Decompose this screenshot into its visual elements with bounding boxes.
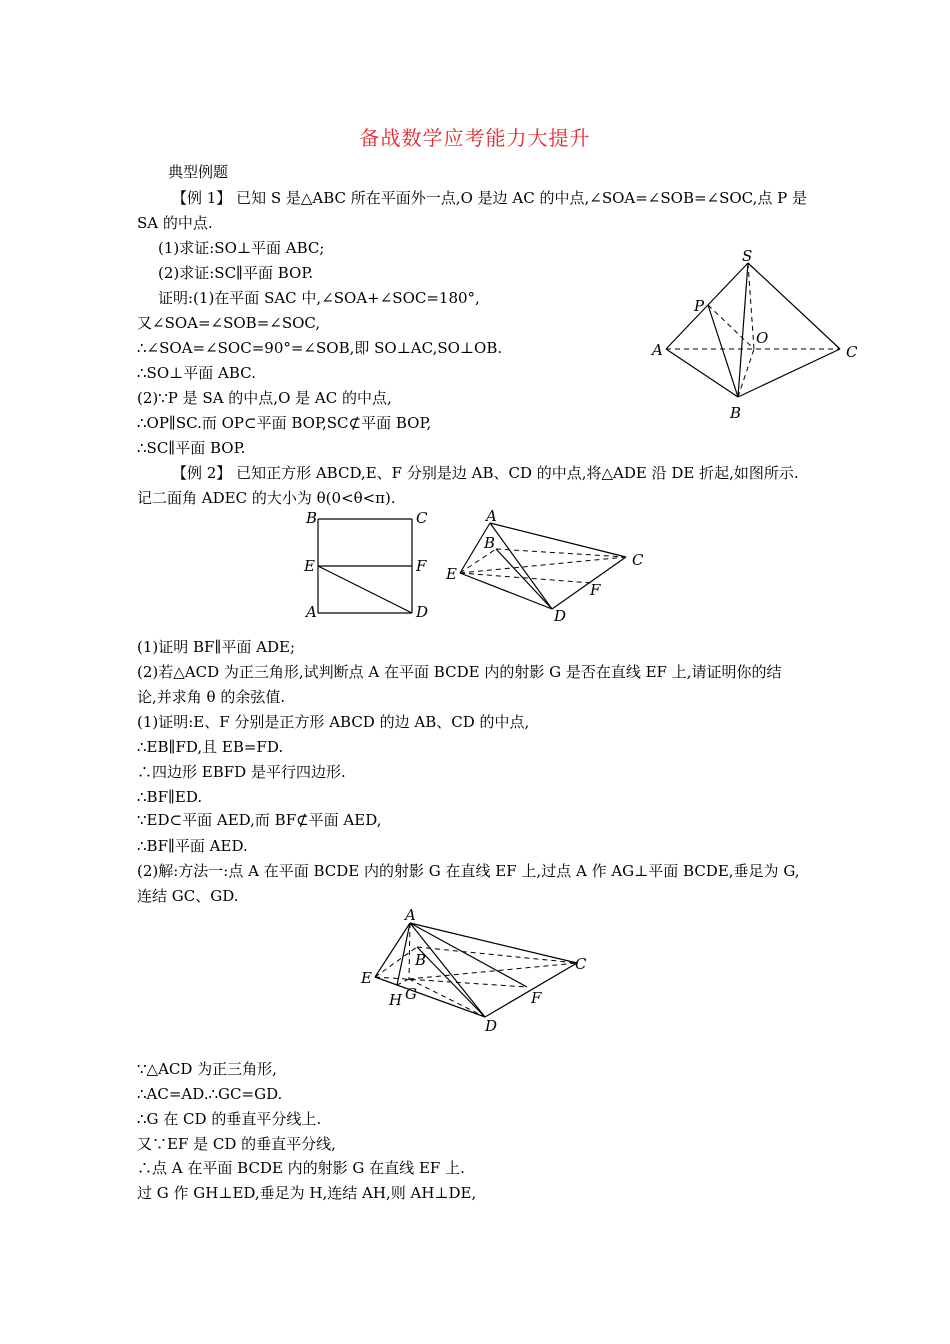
pf-label-c: C — [575, 955, 587, 973]
sq-label-f: F — [416, 557, 427, 575]
fold-label-e: E — [446, 565, 457, 583]
ex1-proof-line4: ∴SO⊥平面 ABC. — [137, 364, 256, 382]
ex2-intro-line2: 记二面角 ADEC 的大小为 θ(0<θ<π). — [137, 489, 396, 507]
label-o: O — [756, 329, 769, 347]
square-figure — [300, 505, 440, 625]
ex2-cont-line5: ∴点 A 在平面 BCDE 内的射影 G 在直线 EF 上. — [137, 1159, 465, 1177]
pf-label-f: F — [531, 989, 542, 1007]
ex2-cont-line3: ∴G 在 CD 的垂直平分线上. — [137, 1110, 322, 1128]
ex2-solution-line8: 连结 GC、GD. — [137, 887, 239, 905]
ex1-proof-line2: 又∠SOA=∠SOB=∠SOC, — [137, 314, 321, 332]
folded-figure — [440, 505, 660, 625]
pf-label-e: E — [361, 969, 372, 987]
fold-label-d: D — [554, 607, 567, 625]
ex1-intro-line1: 【例 1】 已知 S 是△ABC 所在平面外一点,O 是边 AC 的中点,∠SOA=∠SOB=∠SOC,点 P 是 — [172, 189, 808, 207]
ex2-cont-line1: ∵△ACD 为正三角形, — [137, 1060, 277, 1078]
sq-label-a: A — [306, 603, 317, 621]
ex2-cont-line2: ∴AC=AD.∴GC=GD. — [137, 1085, 283, 1103]
ex2-solution-line3: ∴四边形 EBFD 是平行四边形. — [137, 763, 346, 781]
document-title: 备战数学应考能力大提升 — [359, 126, 591, 150]
fold-label-b: B — [484, 534, 496, 552]
ex2-question1: (1)证明 BF∥平面 ADE; — [137, 638, 296, 656]
ex2-solution-line5: ∵ED⊂平面 AED,而 BF⊄平面 AED, — [137, 811, 382, 829]
fold-label-f: F — [590, 581, 601, 599]
sq-label-c: C — [416, 509, 428, 527]
ex1-proof-line6: ∴OP∥SC.而 OP⊂平面 BOP,SC⊄平面 BOP, — [137, 414, 432, 432]
ex1-question1: (1)求证:SO⊥平面 ABC; — [158, 239, 325, 257]
ex2-cont-line4: 又∵EF 是 CD 的垂直平分线, — [137, 1135, 336, 1153]
ex2-solution-line1: (1)证明:E、F 分别是正方形 ABCD 的边 AB、CD 的中点, — [137, 713, 530, 731]
sq-label-b: B — [306, 509, 318, 527]
ex1-proof-line1: 证明:(1)在平面 SAC 中,∠SOA+∠SOC=180°, — [158, 289, 480, 307]
sq-label-e: E — [304, 557, 315, 575]
ex1-proof-line7: ∴SC∥平面 BOP. — [137, 439, 246, 457]
ex1-intro-line2: SA 的中点. — [137, 214, 213, 232]
label-c: C — [846, 343, 858, 361]
ex2-question2-line2: 论,并求角 θ 的余弦值. — [137, 688, 286, 706]
pyramid-figure — [650, 245, 870, 430]
ex1-question2: (2)求证:SC∥平面 BOP. — [158, 264, 314, 282]
label-b: B — [730, 404, 742, 422]
ex2-question2-line1: (2)若△ACD 为正三角形,试判断点 A 在平面 BCDE 内的射影 G 是否在直线 EF 上,请证明你的结 — [137, 663, 782, 681]
label-a: A — [652, 341, 663, 359]
ex1-proof-line3: ∴∠SOA=∠SOC=90°=∠SOB,即 SO⊥AC,SO⊥OB. — [137, 339, 503, 357]
pf-label-a: A — [405, 906, 416, 924]
label-s: S — [742, 247, 753, 265]
ex2-solution-line2: ∴EB∥FD,且 EB=FD. — [137, 738, 284, 756]
ex2-solution-line7: (2)解:方法一:点 A 在平面 BCDE 内的射影 G 在直线 EF 上,过点 A 作 AG⊥平面 BCDE,垂足为 G, — [137, 862, 800, 880]
pf-label-b: B — [415, 951, 427, 969]
fold-label-c: C — [632, 551, 644, 569]
ex2-solution-line6: ∴BF∥平面 AED. — [137, 837, 248, 855]
proof-figure — [355, 905, 605, 1035]
sq-label-d: D — [416, 603, 429, 621]
ex2-intro-line1: 【例 2】 已知正方形 ABCD,E、F 分别是边 AB、CD 的中点,将△ADE 沿 DE 折起,如图所示. — [172, 464, 799, 482]
ex2-solution-line4: ∴BF∥ED. — [137, 788, 203, 806]
section-heading: 典型例题 — [168, 163, 229, 181]
pf-label-g: G — [405, 985, 417, 1003]
ex1-proof-line5: (2)∵P 是 SA 的中点,O 是 AC 的中点, — [137, 389, 392, 407]
ex2-cont-line6: 过 G 作 GH⊥ED,垂足为 H,连结 AH,则 AH⊥DE, — [137, 1184, 477, 1202]
pf-label-h: H — [389, 991, 403, 1009]
pf-label-d: D — [485, 1017, 498, 1035]
label-p: P — [694, 297, 705, 315]
fold-label-a: A — [486, 507, 497, 525]
